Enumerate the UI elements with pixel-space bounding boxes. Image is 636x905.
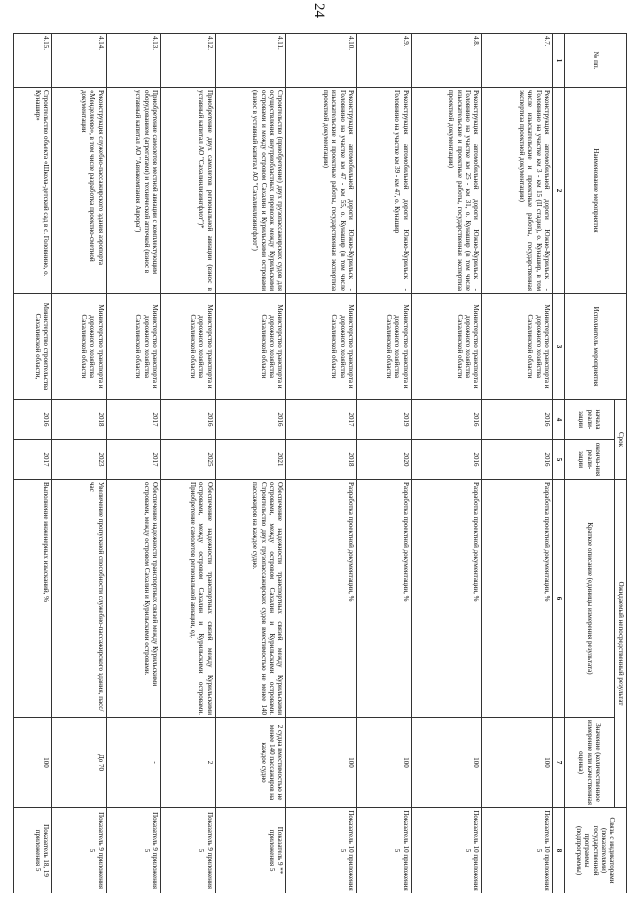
- activity-name: Реконструкция автомобильной дороги Южно-Курильск - Головнино на участке км 3 - км 15 (II стадия), о. Кунашир, в том числе изыскательские и проектные работы, государственная экспертиза проектной документации): [482, 88, 553, 294]
- executor: Министерство транспорта и дорожного хозяйства Сахалинской области: [161, 294, 215, 400]
- table-row: [14, 34, 52, 894]
- executor: Министерство транспорта и дорожного хозяйства Сахалинской области: [215, 294, 286, 400]
- end-year: 2017: [14, 440, 52, 480]
- executor: Министерство транспорта и дорожного хозяйства Сахалинской области: [286, 294, 357, 400]
- column-number: 3: [553, 294, 565, 400]
- start-year: 2017: [106, 400, 160, 440]
- indicator-link: Показатель 9 приложения 5: [52, 808, 106, 893]
- header-expected-result: Ожидаемый непосредственный результат: [615, 480, 627, 808]
- result-description: Разработка проектной документации, %: [482, 480, 553, 718]
- result-description: Увеличение пропускной способности служебно-пассажирского здания, пасс/час: [52, 480, 106, 718]
- start-year: 2016: [482, 400, 553, 440]
- row-number: 4.10.: [286, 34, 357, 88]
- header-term: Срок: [615, 400, 627, 480]
- table-row: [215, 34, 286, 894]
- activities-table: [13, 33, 627, 893]
- result-description: Обеспечение надежности транспортных связей между Курильскими островами, между островом Сахалин и Курильскими островами.: [106, 480, 160, 718]
- activity-name: Приобретение самолетов местной авиации с комплектующим оборудованием (агрегатами) и технической аптечкой (взнос в уставный капитал АО "Авиакомпания Аврора"): [106, 88, 160, 294]
- header-name: Наименование мероприятия: [565, 88, 627, 294]
- activity-name: Реконструкция автомобильной дороги Южно-Курильск - Головнино на участке км 25 - км 31, о. Кунашир (в том числе изыскательские и проектные работы, государственная экспертиза проектной документации): [411, 88, 482, 294]
- executor: Министерство строительства Сахалинской области,: [14, 294, 52, 400]
- column-number: 8: [553, 808, 565, 893]
- table-row: [52, 34, 106, 894]
- indicator-link: Показатель 9 приложения 5: [106, 808, 160, 893]
- header-num: № пп.: [565, 34, 627, 88]
- executor: Министерство транспорта и дорожного хозяйства Сахалинской области: [106, 294, 160, 400]
- indicator-link: Показатель 10 приложения 5: [357, 808, 411, 893]
- row-number: 4.15.: [14, 34, 52, 88]
- activity-name: Реконструкция автомобильной дороги Южно-Курильск - Головнино на участке км 47 - км 55, о. Кунашир (в том числе изыскательские и проектные работы, государственная экспертиза проектной документации): [286, 88, 357, 294]
- column-number: 7: [553, 718, 565, 808]
- result-description: Обеспечение надежности транспортных связей между Курильскими островами, между островом Сахалин и Курильскими островами. Строительство двух грузопассажирских судов вместимостью не менее 140 пассажиров на каждое судно.: [215, 480, 286, 718]
- result-value: 100: [411, 718, 482, 808]
- column-number: 6: [553, 480, 565, 718]
- result-value: 2: [161, 718, 215, 808]
- column-number: 5: [553, 440, 565, 480]
- row-number: 4.8.: [411, 34, 482, 88]
- end-year: 2016: [482, 440, 553, 480]
- start-year: 2016: [161, 400, 215, 440]
- header-short-description: Краткое описание (единицы измерения результата): [565, 480, 615, 718]
- result-description: Разработка проектной документации, %: [286, 480, 357, 718]
- start-year: 2017: [286, 400, 357, 440]
- table-row: [161, 34, 215, 894]
- indicator-link: Показатель 18, 19 приложения 5: [14, 808, 52, 893]
- table-row: [286, 34, 357, 894]
- result-description: Обеспечение надежности транспортных связей между Курильскими островами, между островом Сахалин и Курильскими островами. Приобретение самолетов региональной авиации, ед.: [161, 480, 215, 718]
- indicator-link: Показатель 10 приложения 5: [411, 808, 482, 893]
- table-row: [106, 34, 160, 894]
- indicator-link: Показатель 9 приложения 5: [161, 808, 215, 893]
- end-year: 2025: [161, 440, 215, 480]
- executor: Министерство транспорта и дорожного хозяйства Сахалинской области: [357, 294, 411, 400]
- end-year: 2018: [286, 440, 357, 480]
- table-row: [411, 34, 482, 894]
- rotated-table-wrapper: [13, 33, 627, 893]
- activity-name: Реконструкция автомобильной дороги Южно-Курильск - Головнино на участке км 39 - км 47, о. Кунашир: [357, 88, 411, 294]
- column-number: 1: [553, 34, 565, 88]
- rotated-page-frame: [13, 33, 627, 893]
- table-row: [357, 34, 411, 894]
- result-value: 100: [482, 718, 553, 808]
- result-description: Разработка проектной документации, %: [411, 480, 482, 718]
- column-number: 2: [553, 88, 565, 294]
- result-value: 2 судна вместимостью не менее 140 пассажиров на каждое судно: [215, 718, 286, 808]
- end-year: 2020: [357, 440, 411, 480]
- start-year: 2016: [215, 400, 286, 440]
- indicator-link: Показатель 10 приложения 5: [482, 808, 553, 893]
- start-year: 2016: [14, 400, 52, 440]
- end-year: 2023: [52, 440, 106, 480]
- executor: Министерство транспорта и дорожного хозяйства Сахалинской области: [482, 294, 553, 400]
- result-value: 100: [357, 718, 411, 808]
- executor: Министерство транспорта и дорожного хозяйства Сахалинской области: [52, 294, 106, 400]
- start-year: 2018: [52, 400, 106, 440]
- activity-name: Строительство объекта «Школа-детский сад в с. Головнино, о. Кунашир»: [14, 88, 52, 294]
- row-number: 4.9.: [357, 34, 411, 88]
- page-number: 24: [310, 3, 327, 18]
- result-value: 100: [286, 718, 357, 808]
- row-number: 4.7.: [482, 34, 553, 88]
- row-number: 4.12.: [161, 34, 215, 88]
- result-value: До 70: [52, 718, 106, 808]
- end-year: 2017: [106, 440, 160, 480]
- header-end: оконча-ния реали-зации: [565, 440, 615, 480]
- header-value: Значение (количественное измерение или качественная оценка): [565, 718, 615, 808]
- result-value: -: [106, 718, 160, 808]
- header-start: начала реали-зации: [565, 400, 615, 440]
- row-number: 4.13.: [106, 34, 160, 88]
- activity-name: Приобретение двух самолетов региональной авиации (взнос в уставный капитал АО "Сахалинлизингфлот")*: [161, 88, 215, 294]
- indicator-link: Показатель 10 приложения 5: [286, 808, 357, 893]
- start-year: 2016: [411, 400, 482, 440]
- header-executor: Исполнитель мероприятия: [565, 294, 627, 400]
- executor: Министерство транспорта и дорожного хозяйства Сахалинской области: [411, 294, 482, 400]
- start-year: 2019: [357, 400, 411, 440]
- indicator-link: Показатель 9 ** приложения 5: [215, 808, 286, 893]
- header-link: Связь с индикаторами (показателями) государственной программы (подпрограммы): [565, 808, 627, 893]
- result-description: Выполнение инженерных изысканий, %: [14, 480, 52, 718]
- end-year: 2016: [411, 440, 482, 480]
- result-value: 100: [14, 718, 52, 808]
- row-number: 4.11.: [215, 34, 286, 88]
- end-year: 2021: [215, 440, 286, 480]
- activity-name: Строительство (приобретение) двух грузопассажирских судов для осуществления внутриобластных перевозок между Курильскими островами и между островом Сахалин и Курильскими островами (взнос в уставный капитал АО "Сахалинлизингфлот"): [215, 88, 286, 294]
- activity-name: Реконструкция служебно-пассажирского здания аэропорта «Менделеево», в том числе разработка проектно-сметной документации: [52, 88, 106, 294]
- result-description: Разработка проектной документации, %: [357, 480, 411, 718]
- row-number: 4.14.: [52, 34, 106, 88]
- table-row: [482, 34, 553, 894]
- column-numbers-row: [553, 34, 565, 894]
- column-number: 4: [553, 400, 565, 440]
